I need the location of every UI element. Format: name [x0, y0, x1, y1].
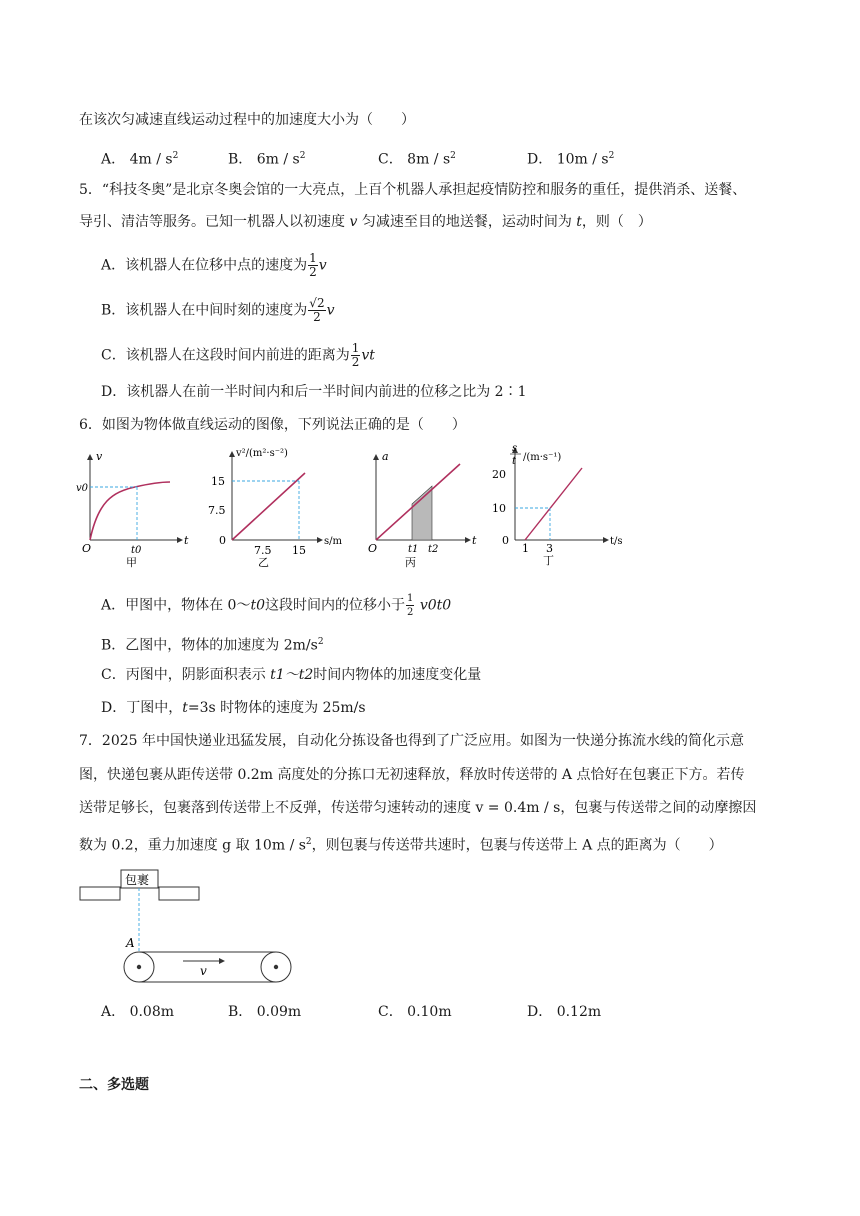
q7-stem-line4: 数为 0.2，重力加速度 g 取 $10m / s^2$，则包裹与传送带共速时，包裹与传送带上 A 点的距离为（ ） — [79, 837, 723, 854]
ding-ytick-20: 20 — [492, 468, 506, 481]
ding-xtick-3: 3 — [546, 542, 553, 555]
ding-ytick-0: 0 — [502, 534, 509, 547]
q7-stem-line3: 送带足够长，包裹落到传送带上不反弹，传送带匀速转动的速度 v = 0.4m / s，包裹与传送带之间的动摩擦因 — [79, 800, 757, 816]
section-title: 二、多选题 — [79, 1077, 149, 1093]
q4-option-d[interactable]: D． $10m / s^2$ — [527, 151, 615, 168]
fraction: $\frac{√2}{2}$ — [309, 296, 325, 324]
yi-ytick-7.5: 7.5 — [208, 504, 226, 517]
fraction: $\frac{1}{2}$ — [309, 251, 317, 279]
yi-ylabel: v²/(m²·s⁻²) — [236, 448, 288, 459]
q7-option-d[interactable]: D． 0.12m — [527, 1004, 602, 1020]
yi-xtick-7.5: 7.5 — [254, 544, 272, 557]
ding-ylabel-den: t — [512, 456, 517, 467]
jia-origin: O — [82, 542, 92, 555]
ding-ytick-10: 10 — [492, 502, 506, 515]
yi-xtick-15: 15 — [292, 544, 306, 557]
ding-xlabel: t/s — [610, 536, 623, 547]
q6-option-b[interactable]: B．乙图中，物体的加速度为 $2m/s^2$ — [101, 637, 324, 654]
q5-stem-line1: 5．“科技冬奥”是北京冬奥会馆的一大亮点，上百个机器人承担起疫情防控和服务的重任，提供消杀、送餐、 — [79, 182, 747, 198]
bing-t1: t1 — [408, 544, 419, 555]
graph-jia — [76, 450, 189, 569]
q5-stem-line2: 导引、清洁等服务。已知一机器人以初速度 v 匀减速至目的地送餐，运动时间为 t，则（ ） — [79, 214, 652, 230]
q6-graphs — [0, 440, 860, 570]
velocity-label: v — [200, 964, 207, 978]
ding-ylabel-unit: /(m·s⁻¹) — [523, 452, 562, 463]
q7-conveyor-figure — [76, 866, 316, 996]
q5-option-b[interactable]: B．该机器人在中间时刻的速度为 $\frac{√2}{2}$ v — [101, 296, 335, 324]
q4-option-b[interactable]: B． $6m / s^2$ — [228, 151, 306, 168]
q7-stem-line1: 7．2025 年中国快递业迅猛发展，自动化分拣设备也得到了广泛应用。如图为一快递分拣流水线的简化示意 — [79, 733, 744, 749]
jia-caption: 甲 — [126, 556, 137, 569]
graph-ding — [492, 443, 623, 567]
yi-xlabel: s/m — [324, 536, 342, 547]
graph-bing — [368, 450, 477, 569]
package-label: 包裹 — [125, 873, 150, 887]
q6-option-c[interactable]: C．丙图中，阴影面积表示 t1～t2时间内物体的加速度变化量 — [101, 667, 482, 683]
yi-caption: 乙 — [258, 556, 269, 569]
q4-stem-tail: 在该次匀减速直线运动过程中的加速度大小为（ ） — [79, 112, 415, 128]
q7-option-a[interactable]: A． 0.08m — [101, 1004, 175, 1020]
fraction: $\frac{1}{2}$ — [407, 593, 414, 618]
q6-stem: 6．如图为物体做直线运动的图像，下列说法正确的是（ ） — [79, 417, 466, 433]
q5-option-a[interactable]: A．该机器人在位移中点的速度为 $\frac{1}{2}$ v — [101, 251, 327, 279]
ding-caption: 丁 — [543, 554, 554, 567]
bing-ylabel: a — [382, 450, 389, 463]
point-a-label: A — [126, 936, 135, 950]
q5-option-c[interactable]: C．该机器人在这段时间内前进的距离为 $\frac{1}{2}$ vt — [101, 341, 375, 369]
q7-stem-line2: 图，快递包裹从距传送带 0.2m 高度处的分拣口无初速释放，释放时传送带的 A 点恰好在包裹正下方。若传 — [79, 767, 745, 783]
right-chute — [159, 887, 199, 900]
fraction: $\frac{1}{2}$ — [351, 341, 360, 369]
bing-t2: t2 — [428, 544, 439, 555]
yi-ytick-0: 0 — [219, 534, 226, 547]
jia-t0: t0 — [131, 545, 142, 556]
q6-option-a[interactable]: A．甲图中，物体在 0～t0这段时间内的位移小于 $\frac{1}{2}$ v0t0 — [101, 593, 452, 618]
left-chute — [80, 887, 120, 900]
jia-v0: v0 — [76, 483, 89, 494]
yi-ytick-15: 15 — [211, 475, 225, 488]
bing-caption: 丙 — [405, 556, 416, 569]
q5-option-d[interactable]: D．该机器人在前一半时间内和后一半时间内前进的位移之比为 2∶1 — [101, 384, 527, 400]
q7-option-c[interactable]: C． 0.10m — [378, 1004, 452, 1020]
ding-xtick-1: 1 — [522, 542, 529, 555]
jia-ylabel: v — [96, 450, 103, 463]
bing-origin: O — [368, 542, 378, 555]
q4-option-c[interactable]: C． $8m / s^2$ — [378, 151, 456, 168]
q4-option-a[interactable]: A． $4m / s^2$ — [101, 151, 179, 168]
graph-yi — [208, 448, 343, 569]
q6-option-d[interactable]: D．丁图中，t=3s 时物体的速度为 25m/s — [101, 700, 366, 716]
bing-xlabel: t — [472, 534, 477, 547]
jia-xlabel: t — [184, 534, 189, 547]
q7-option-b[interactable]: B． 0.09m — [228, 1004, 302, 1020]
ding-ylabel-num: s — [512, 443, 518, 454]
